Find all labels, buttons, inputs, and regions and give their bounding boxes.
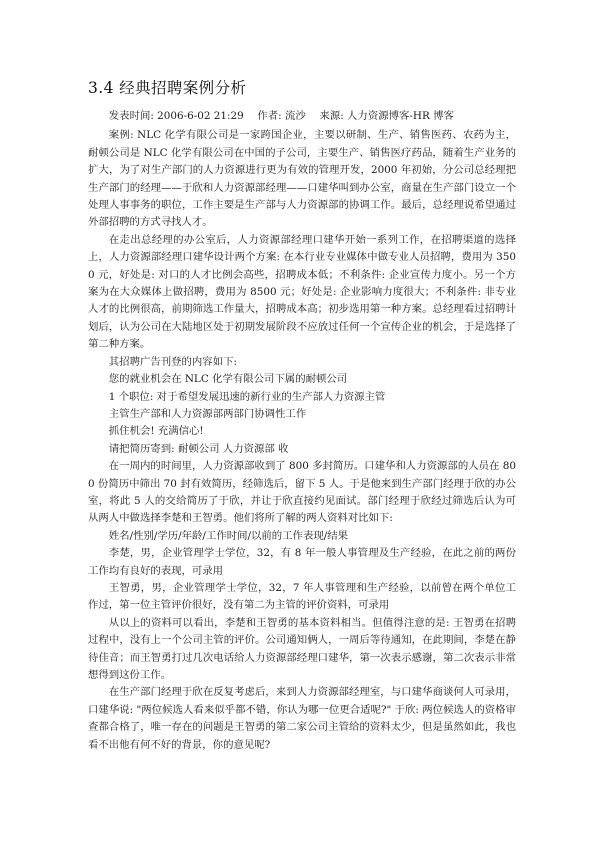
paragraph-ad-intro: 其招聘广告刊登的内容如下: <box>108 355 237 368</box>
post-meta: 发表时间: 2006-6-02 21:29 作者: 流沙 来源: 人力资源博客-HR 博客 <box>108 110 454 122</box>
candidate-li-chu: 李楚，男，企业管理学士学位，32，有 8 年一般人事管理及生产经验，在此之前的两份工作均有良好的表现，可录用 <box>88 547 516 577</box>
ad-line-position: 1 个职位: 对于希望发展迅速的新行业的生产部人力资源主管 <box>108 390 386 403</box>
ad-line-address: 请把简历寄到: 耐顿公司 人力资源部 收 <box>108 442 289 455</box>
paragraph-recruit-plan: 在走出总经理的办公室后，人力资源部经理口建华开始一系列工作，在招聘渠道的选择上，人力资源部经理口建华设计两个方案: 在本行业专业媒体中做专业人员招聘，费用为 3500 元，好处是: 对口的人才比例会高些，招聘成本低；不利条件: 企业宣传力度小。另一个方案为在大众媒体上做招聘，费用为 8500 元；好处是: 企业影响力度很大；不利条件: 非专业人才的比例很高，前期筛选工作量大，招聘成本高；初步选用第一种方案。总经理看过招聘计划后，认为公司在大陆地区处于初期发展阶段不应放过任何一个宣传企业的机会，于是选择了第二种方案。 <box>88 233 516 351</box>
paragraph-screening: 在一周内的时间里，人力资源部收到了 800 多封简历。口建华和人力资源部的人员在 800 份简历中筛出 70 封有效简历，经筛选后，留下 5 人。于是他来到生产部门经理于欣的办公室，将此 5 人的交给简历了于欣，并让于欣直接约见面试。部门经理于欣经过筛选后认为可从两人中做选择李楚和王智勇。他们将所了解的两人资料对比如下: <box>88 460 516 525</box>
candidate-wang-zhiyong: 王智勇，男，企业管理学士学位，32，7 年人事管理和生产经验，以前曾在两个单位工作过，第一位主管评价很好，没有第二为主管的评价资料，可录用 <box>88 581 516 612</box>
ad-line-headline: 您的就业机会在 NLC 化学有限公司下属的耐顿公司 <box>108 373 348 386</box>
paragraph-analysis: 从以上的资料可以看出，李楚和王智勇的基本资料相当。但值得注意的是: 王智勇在招聘过程中，没有上一个公司主管的评价。公司通知俩人，一周后等待通知，在此期间，李楚在静待佳音；而王智勇打过几次电话给人力资源部经理口建华，第一次表示感谢，第二次表示非常想得到这份工作。 <box>88 616 516 681</box>
comparison-header: 姓名/性别/学历/年龄/工作时间/以前的工作表现/结果 <box>108 529 349 542</box>
paragraph-discussion: 在生产部门经理于欣在反复考虑后，来到人力资源部经理室，与口建华商谈何人可录用，口建华说: "两位候选人看来似乎都不错，你认为哪一位更合适呢?" 于欣: 两位候选人的资格审查都合格了，唯一存在的问题是王智勇的第二家公司主管给的资料太少，但是虽然如此，我也看不出他有何不好的背景，你的意见呢? <box>88 686 516 751</box>
ad-line-slogan: 抓住机会! 充满信心! <box>108 425 204 438</box>
document-page <box>88 76 516 754</box>
paragraph-case-intro: 案例: NLC 化学有限公司是一家跨国企业，主要以研制、生产、销售医药、农药为主，耐顿公司是 NLC 化学有限公司在中国的子公司，主要生产、销售医疗药品，随着生产业务的扩大，为了对生产部门的人力资源进行更为有效的管理开发，2000 年初始，分公司总经理把生产部门的经理——于欣和人力资源部经理——口建华叫到办公室，商量在生产部门设立一个处理人事事务的职位，工作主要是生产部与人力资源部的协调工作。最后，总经理说希望通过外部招聘的方式寻找人才。 <box>88 129 516 229</box>
section-title: 3.4 经典招聘案例分析 <box>88 79 247 97</box>
ad-line-duty: 主管生产部和人力资源部两部门协调性工作 <box>108 407 307 420</box>
